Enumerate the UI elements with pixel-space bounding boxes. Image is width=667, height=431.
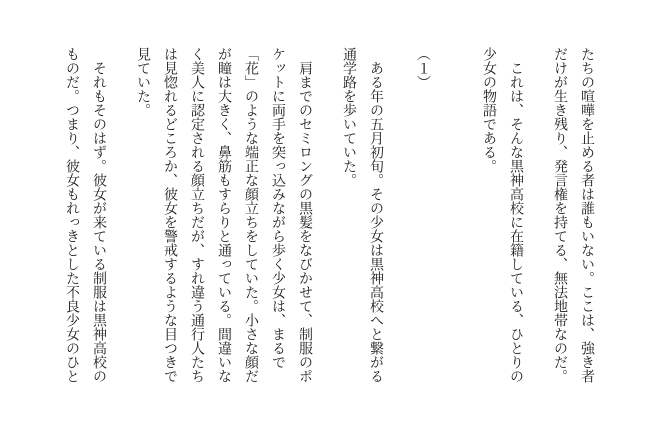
- paragraph-may-morning: ある年の五月初旬。その少女は黒神高校へと繋がる通学路を歩いていた。: [341, 47, 383, 383]
- vertical-text-area: [41, 47, 600, 384]
- paragraph-girl-description: 肩までのセミロングの黒髪をなびかせて、制服のポケットに両手を突っ込みながら歩く少女は、まるで「花」のような端正な顔立ちをしていた。小さな顔だが瞳は大きく、鼻筋もすらりと通っている。間違いなく美人に認定される顔立ちだが、すれ違う通行人たちは見惚れるどころか、彼女を警戒するような目つきで見ていた。: [135, 47, 312, 383]
- paragraph-story-intro: これは、そんな黒神高校に在籍している、ひとりの少女の物語である。: [481, 47, 523, 383]
- section-number-heading: （１）: [415, 47, 430, 89]
- paragraph-continuation: たちの喧嘩を止める者は誰もいない。ここは、強き者だけが生き残り、発言権を持てる、無法地帯なのだ。: [552, 47, 594, 383]
- paragraph-uniform: それもそのはず。彼女が来ている制服は黒神高校のものだ。つまり、彼女もれっきとした不良少女のひと: [64, 47, 106, 383]
